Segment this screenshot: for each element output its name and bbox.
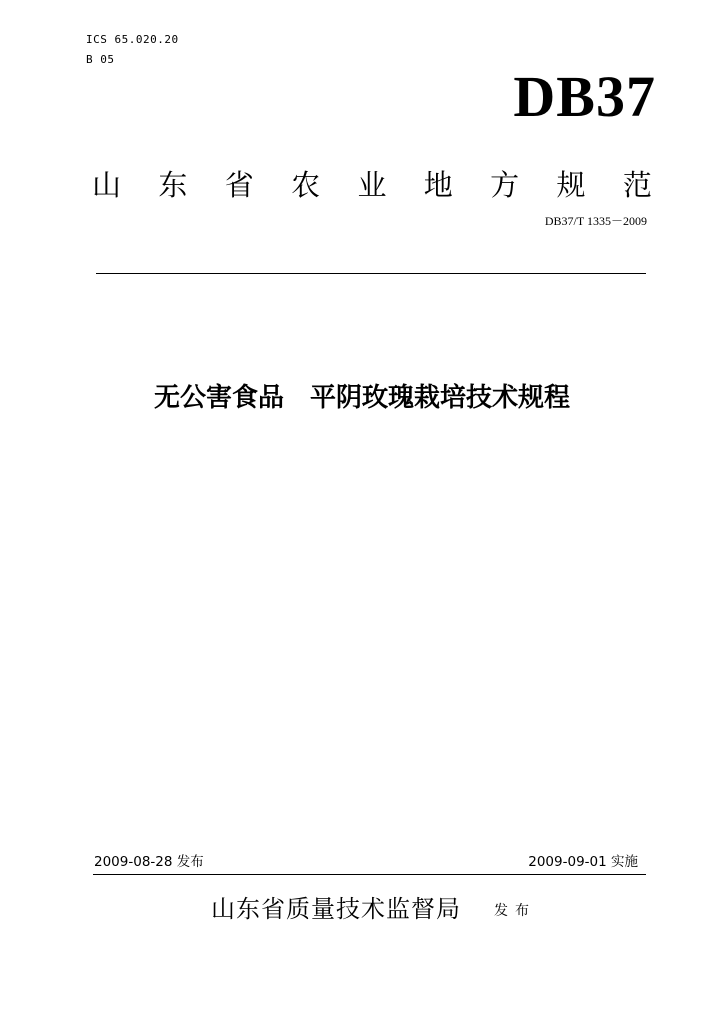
spec-type-title — [92, 166, 652, 204]
spec-title-char: 山 — [92, 168, 122, 202]
effective-date: 2009-09-01 实施 — [528, 854, 638, 870]
spec-title-char: 东 — [158, 168, 188, 202]
issuing-authority: 山东省质量技术监督局 — [211, 895, 461, 923]
spec-title-char: 业 — [357, 168, 387, 202]
spec-title-char: 范 — [622, 168, 652, 202]
ics-code: ICS 65.020.20 — [86, 33, 179, 46]
issue-label: 发布 — [494, 903, 536, 919]
header-divider — [96, 273, 646, 274]
spec-title-char: 规 — [556, 168, 586, 202]
spec-title-char: 省 — [224, 168, 254, 202]
spec-title-char: 地 — [423, 168, 453, 202]
document-title: 无公害食品 平阴玫瑰栽培技术规程 — [153, 383, 570, 413]
issue-date: 2009-08-28 发布 — [94, 854, 204, 870]
spec-title-char: 方 — [490, 168, 520, 202]
spec-title-char: 农 — [291, 168, 321, 202]
standard-code-mark: DB37 — [513, 64, 656, 129]
standard-number: DB37/T 1335－2009 — [544, 214, 647, 228]
footer-divider — [93, 874, 646, 875]
classification-code: B 05 — [86, 53, 115, 66]
